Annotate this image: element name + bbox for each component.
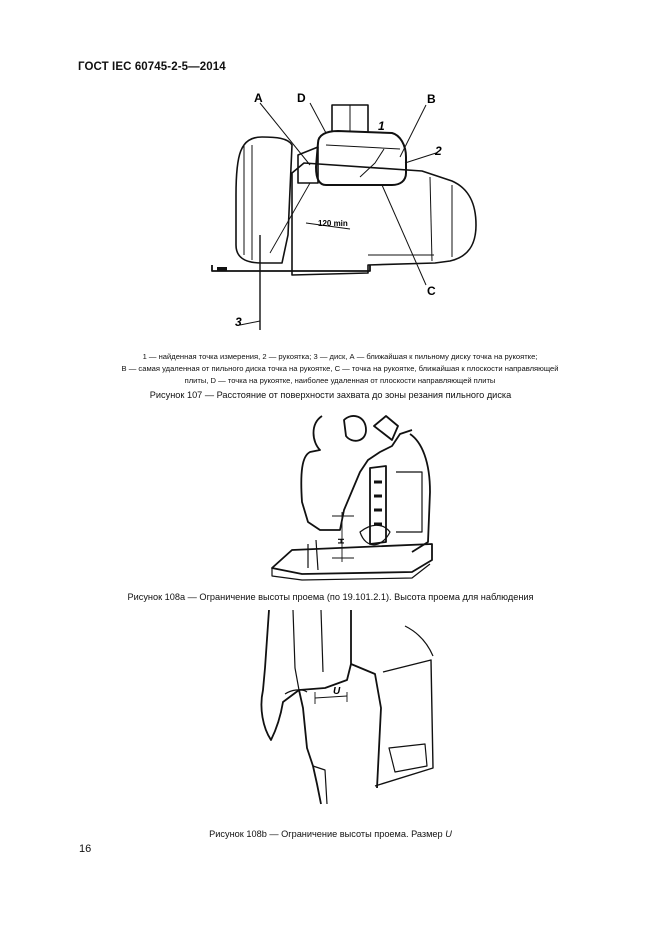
legend-line: плиты, D — точка на рукоятке, наиболее удаленная от плоскости направляющей плиты [184, 376, 496, 385]
label-h: H [337, 538, 346, 544]
label-1: 1 [378, 119, 385, 133]
label-u: U [333, 686, 341, 697]
figure-108b-caption-text: Рисунок 108b — Ограничение высоты проема. Размер [209, 829, 446, 839]
standard-header: ГОСТ IEC 60745-2-5—2014 [78, 61, 226, 73]
legend-line: 1 — найденная точка измерения, 2 — рукоятка; 3 — диск, А — ближайшая к пильному диску точка на рукоятке; [142, 352, 538, 361]
figure-107-drawing [200, 85, 500, 335]
label-c: C [427, 284, 436, 298]
label-d: D [297, 91, 306, 105]
dimension-120-min: 120 min [318, 219, 348, 228]
figure-108a-drawing [262, 412, 442, 582]
figure-108b-drawing [255, 608, 445, 818]
figure-108b-caption [0, 829, 661, 839]
figure-107-legend [60, 351, 620, 387]
label-b: B [427, 92, 436, 106]
legend-line: В — самая удаленная от пильного диска точка на рукоятке, С — точка на рукоятке, ближайшая к плоскости направляющей [121, 364, 559, 373]
label-a: A [254, 91, 263, 105]
figure-107-caption: Рисунок 107 — Расстояние от поверхности захвата до зоны резания пильного диска [149, 390, 512, 400]
figure-108a-caption: Рисунок 108a — Ограничение высоты проема (по 19.101.2.1). Высота проема для наблюдения [127, 592, 534, 602]
page-number: 16 [79, 843, 92, 855]
label-3: 3 [235, 315, 242, 329]
figure-108b-caption-variable: U [445, 829, 452, 839]
label-2: 2 [435, 144, 442, 158]
